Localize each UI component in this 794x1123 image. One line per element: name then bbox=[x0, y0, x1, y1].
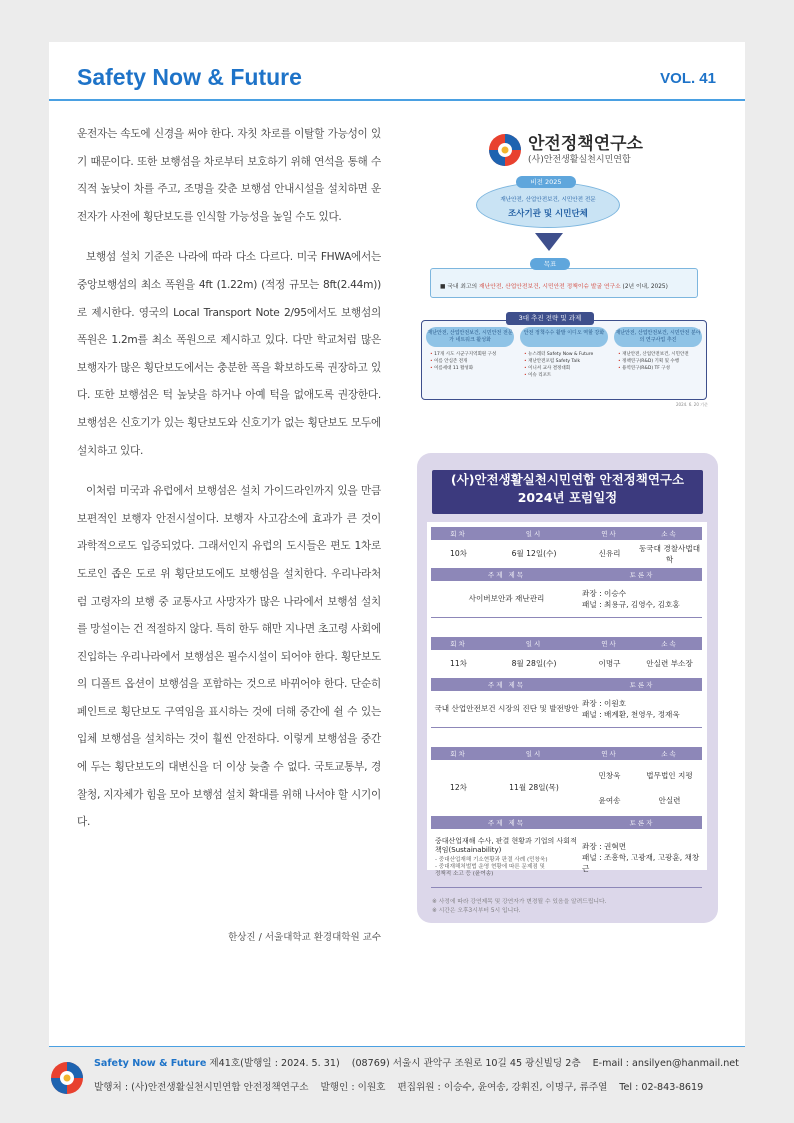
col-head-topic: 주제 제목 bbox=[431, 568, 582, 581]
session-panel bbox=[582, 829, 702, 887]
chart-date-note: 2024. 6. 20 기준 bbox=[676, 402, 708, 407]
volume-number: VOL. 41 bbox=[660, 70, 716, 87]
footer-divider bbox=[49, 1046, 745, 1047]
strategy-item: • 이슈 리포트 bbox=[524, 372, 608, 379]
org-emblem-icon bbox=[488, 133, 522, 167]
vision-line-1: 재난안전, 산업안전보건, 시민안전 전문 bbox=[500, 197, 596, 203]
session-panelists: 패널 : 최용규, 김영수, 김호홍 bbox=[582, 599, 680, 609]
col-head-topic: 주제 제목 bbox=[431, 678, 582, 691]
col-head-panel: 토론자 bbox=[582, 678, 702, 691]
session-topic: 국내 산업안전보건 시장의 진단 및 발전방안 bbox=[431, 691, 582, 727]
article-paragraph: 이처럼 미국과 유럽에서 보행섬은 설치 가이드라인까지 있을 만큼 보편적인 보행자 안전시설이다. 보행자 사고감소에 효과가 큰 것이 과학적으로도 입증되었다. 그래서인지 유럽의 도시들은 편도 1차로 도로인 좁은 도로 위 횡단보도에도 보행섬을 설치한다. 우리나라처럼 고령자의 보행 중 교통사고 사망자가 많은 나라에서 보행섬 설치를 망설이는 건 적절하지 않다. 특히 한두 해만 지나면 초고령 사회에 진입하는 우리나라에서 보행섬은 필수시설이 되어야 한다. 횡단보도의 디폴트 옵션이 보행섬을 포함하는 것으로 바뀌어야 한다. 단순히 페인트로 횡단보도 구역임을 표시하는 것에 더해 중간에 쉴 수 있는 입체 보행섬을 설치하는 것이 훨씬 안전하다. 이렇게 보행섬을 중간에 두는 횡단보도의 대변신을 더 이상 늦출 수 없다. 국토교통부, 경찰청, 지자체가 힘을 모아 보행섬 설치 확대를 위해 나서야 할 시기이다. bbox=[77, 485, 381, 829]
session-topic: 중대산업재해 수사, 판결 현황과 기업의 사회적 책임(Sustainability) bbox=[435, 837, 577, 855]
session-panelists: 패널 : 배계환, 천영우, 정재욱 bbox=[582, 709, 680, 719]
article-author: 한상진 / 서울대학교 환경대학원 교수 bbox=[228, 932, 381, 943]
session-affiliation: 안실련 bbox=[658, 795, 681, 805]
footer-issue: 제41호(발행일 : 2024. 5. 31) bbox=[209, 1058, 340, 1069]
session-affiliation: 안실련 부소장 bbox=[637, 650, 702, 678]
col-head-round: 회차 bbox=[431, 527, 486, 540]
session-date: 11월 28일(목) bbox=[486, 760, 582, 816]
footer-line-1 bbox=[94, 1055, 739, 1069]
schedule-table bbox=[431, 527, 702, 618]
article-body bbox=[77, 121, 381, 850]
schedule-note: ※ 시간은 오후3시부터 5시 입니다. bbox=[432, 908, 521, 914]
col-head-speaker: 연사 bbox=[582, 637, 637, 650]
table-row bbox=[431, 829, 702, 887]
session-chair: 좌장 : 권혁면 bbox=[582, 842, 627, 852]
strategy-item: • 용역연구(R&D) TF 구성 bbox=[618, 365, 702, 372]
vision-line-2: 조사기관 및 시민단체 bbox=[508, 209, 588, 219]
table-row bbox=[431, 650, 702, 678]
session-panel bbox=[582, 581, 702, 617]
col-head-topic: 주제 제목 bbox=[431, 816, 582, 829]
session-round: 12차 bbox=[431, 760, 486, 816]
strategy-caption: 안전 정책수수 활발 이디오 역할 강화 bbox=[520, 327, 608, 347]
strategy-tag: 3대 추진 전략 및 과제 bbox=[506, 312, 594, 325]
forum-title bbox=[417, 471, 718, 507]
strategy-column bbox=[520, 327, 608, 395]
footer-brand: Safety Now & Future bbox=[94, 1058, 207, 1069]
footer-line-2 bbox=[94, 1079, 703, 1093]
session-round: 10차 bbox=[431, 540, 486, 568]
session-topic-cell bbox=[431, 829, 582, 887]
newsletter-title: Safety Now & Future bbox=[77, 64, 302, 90]
col-head-round: 회차 bbox=[431, 637, 486, 650]
schedule-table bbox=[431, 637, 702, 728]
col-head-affiliation: 소속 bbox=[637, 637, 702, 650]
schedule-note: ※ 사정에 따라 강연제목 및 강연자가 변경될 수 있음을 알려드립니다. bbox=[432, 899, 607, 905]
article-paragraph: 보행섬 설치 기준은 나라에 따라 다소 다르다. 미국 FHWA에서는 중앙보행섬의 최소 폭원을 4ft (1.22m) (적정 규모는 8ft(2.44m))로 제시한다. 영국의 Local Transport Note 2/95에서도 보행섬의 폭원은 1.2m를 최소 폭원으로 제시하고 있다. 다만 학교처럼 많은 보행자가 많은 횡단보도에서는 충분한 폭을 확보하도록 권장하고 있다. 또한 보행섬은 턱 높낮을 하거나 아예 턱을 없애도록 권장한다. 보행섬은 신호기가 있는 횡단보도와 신호기가 없는 횡단보도 모두에 설치하고 있다. bbox=[77, 251, 381, 457]
session-affiliation: 법무법인 지평 bbox=[646, 770, 693, 780]
session-speaker: 민창욱 bbox=[598, 770, 621, 780]
table-row bbox=[431, 760, 702, 816]
article-paragraph: 운전자는 속도에 신경을 써야 한다. 자칫 차로를 이탈할 가능성이 있기 때문이다. 또한 보행섬을 차로부터 보호하기 위해 연석을 통해 수직적 높낮이 차를 주고, 조명을 갖춘 보행섬 안내시설을 설치하면 운전자가 사전에 횡단보도를 인식할 가능성을 높일 수도 있다. bbox=[77, 128, 381, 223]
down-arrow-icon bbox=[535, 233, 563, 251]
forum-title-line-1: (사)안전생활실천시민연합 안전정책연구소 bbox=[450, 472, 685, 487]
schedule-notes bbox=[432, 898, 606, 916]
goal-text bbox=[440, 281, 668, 290]
vision-tag: 비전 2025 bbox=[516, 176, 576, 188]
footer-publisher: 발행처 : (사)안전생활실천시민연합 안전정책연구소 bbox=[94, 1082, 309, 1093]
goal-suffix: (2년 이내, 2025) bbox=[620, 284, 668, 290]
strategy-item: • 이름세대 11 활성화 bbox=[430, 365, 514, 372]
col-head-affiliation: 소속 bbox=[637, 527, 702, 540]
strategy-item: • 이름 안심존 전개 bbox=[430, 358, 514, 365]
session-topic: 사이버보안과 재난관리 bbox=[431, 581, 582, 617]
goal-highlight: 재난안전, 산업안전보건, 시민안전 정책이슈 발굴 연구소 bbox=[479, 284, 621, 290]
strategy-item: • 17개 시도 시군구지역회원 구성 bbox=[430, 351, 514, 358]
strategy-caption: 재난안전, 산업안전보건, 시민안전 분야의 연구사업 추진 bbox=[614, 327, 702, 347]
col-head-panel: 토론자 bbox=[582, 816, 702, 829]
session-round: 11차 bbox=[431, 650, 486, 678]
col-head-affiliation: 소속 bbox=[637, 747, 702, 760]
strategy-item: • 이니셔 교사 결정대회 bbox=[524, 365, 608, 372]
strategy-caption: 재난안전, 산업안전보건, 시민안전 전문가 네트워크 활성화 bbox=[426, 327, 514, 347]
session-date: 8월 28일(수) bbox=[486, 650, 582, 678]
table-row bbox=[431, 581, 702, 617]
col-head-date: 일시 bbox=[486, 527, 582, 540]
session-speakers bbox=[582, 760, 637, 816]
schedule-table bbox=[431, 747, 702, 888]
topic-detail: - 중대재해처벌법 운영 현황에 따른 문제점 및 bbox=[435, 864, 545, 871]
col-head-date: 일시 bbox=[486, 637, 582, 650]
org-logo bbox=[488, 129, 668, 169]
vision-ellipse bbox=[476, 182, 620, 228]
session-chair: 좌장 : 이승수 bbox=[582, 588, 627, 598]
col-head-date: 일시 bbox=[486, 747, 582, 760]
table-row bbox=[431, 540, 702, 568]
org-name: 안전정책연구소 bbox=[528, 134, 643, 154]
session-panel bbox=[582, 691, 702, 727]
strategy-column bbox=[426, 327, 514, 395]
footer-editors: 편집위원 : 이승수, 윤여송, 강휘진, 이명구, 류주열 bbox=[397, 1082, 608, 1093]
topic-detail: 정책적 소고 등 (윤여송) bbox=[435, 871, 494, 878]
col-head-speaker: 연사 bbox=[582, 747, 637, 760]
col-head-speaker: 연사 bbox=[582, 527, 637, 540]
org-subtitle: (사)안전생활실천시민연합 bbox=[528, 155, 631, 165]
goal-prefix: ■ 국내 최고의 bbox=[440, 284, 480, 290]
strategy-item: • 정책연구(R&D) 기획 및 수행 bbox=[618, 358, 702, 365]
topic-detail: - 중대산업재해 기소현황과 판결 사례 (민창욱) bbox=[435, 857, 548, 864]
footer-address: (08769) 서울시 관악구 조원로 10길 45 광신빌딩 2층 bbox=[351, 1058, 581, 1069]
strategy-item: • 재난안전, 산업안전보건, 시민안전 bbox=[618, 351, 702, 358]
strategy-column bbox=[614, 327, 702, 395]
session-speaker: 이명구 bbox=[582, 650, 637, 678]
session-panelists: 패널 : 조흥학, 고광재, 고광훈, 채창근 bbox=[582, 853, 700, 874]
forum-title-line-2: 2024년 포럼일정 bbox=[517, 490, 618, 505]
org-emblem-icon bbox=[50, 1061, 84, 1095]
footer-email: E-mail : ansilyen@hanmail.net bbox=[592, 1058, 739, 1069]
session-date: 6월 12일(수) bbox=[486, 540, 582, 568]
session-speaker: 윤여송 bbox=[598, 795, 621, 805]
col-head-panel: 토론자 bbox=[582, 568, 702, 581]
header-divider bbox=[49, 99, 745, 101]
session-chair: 좌장 : 이원호 bbox=[582, 698, 627, 708]
footer-issuer: 발행인 : 이원호 bbox=[320, 1082, 386, 1093]
strategy-item: • 뉴스레터 Safety Now & Future bbox=[524, 351, 608, 358]
session-speaker: 신유리 bbox=[582, 540, 637, 568]
col-head-round: 회차 bbox=[431, 747, 486, 760]
table-row bbox=[431, 691, 702, 727]
strategy-item: • 재난안전포럼 Safety Talk bbox=[524, 358, 608, 365]
goal-tag: 목표 bbox=[530, 258, 570, 270]
session-affiliation: 동국대 경찰사법대학 bbox=[637, 540, 702, 568]
session-affiliations bbox=[637, 760, 702, 816]
footer-tel: Tel : 02-843-8619 bbox=[619, 1082, 704, 1093]
